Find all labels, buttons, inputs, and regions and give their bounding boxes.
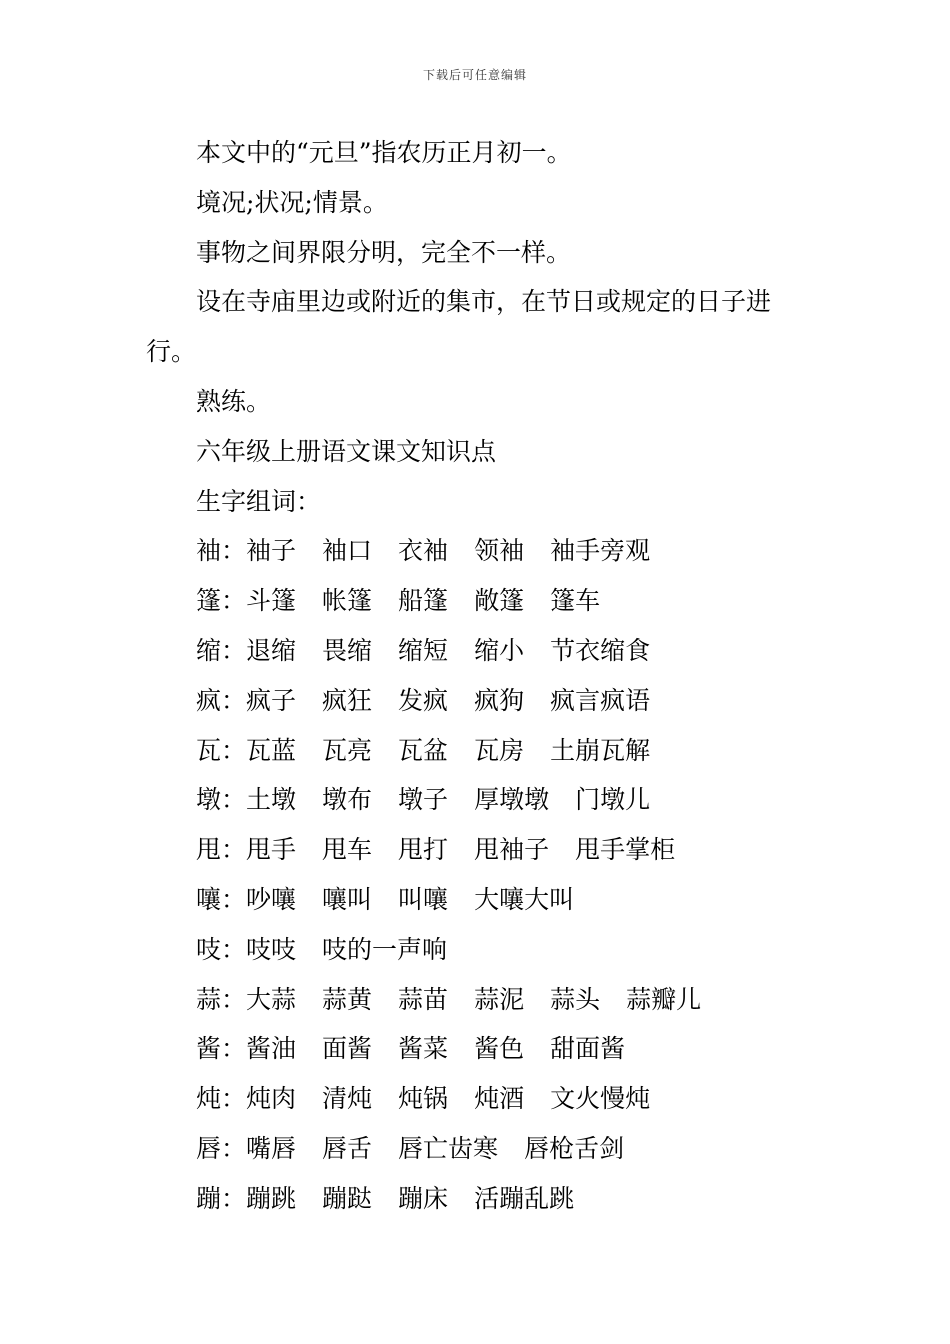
vocab-word: 唇亡齿寒	[398, 1133, 499, 1163]
vocab-word: 领袖	[474, 536, 525, 566]
vocab-word: 蹦床	[398, 1183, 449, 1213]
vocab-character: 缩：	[196, 635, 247, 665]
vocab-word: 嚷叫	[322, 884, 373, 914]
vocab-word: 酱油	[246, 1034, 297, 1064]
vocab-word: 吱吱	[246, 934, 297, 964]
vocab-word: 疯言疯语	[550, 685, 651, 715]
vocab-word: 炖肉	[246, 1084, 297, 1114]
vocab-row	[146, 726, 816, 776]
vocab-word: 蒜苗	[398, 984, 449, 1014]
vocab-word: 瓦亮	[322, 735, 373, 765]
vocab-row	[146, 1124, 816, 1174]
vocab-word: 甩手	[246, 835, 297, 865]
vocab-word: 唇枪舌剑	[524, 1133, 625, 1163]
vocab-word: 蒜泥	[474, 984, 525, 1014]
vocab-word: 瓦盆	[398, 735, 449, 765]
vocab-character: 蒜：	[196, 984, 247, 1014]
vocab-row	[146, 676, 816, 726]
vocab-word: 船篷	[398, 586, 449, 616]
vocab-character: 疯：	[196, 685, 247, 715]
vocab-row	[146, 875, 816, 925]
vocab-word: 文火慢炖	[550, 1084, 651, 1114]
vocab-word: 节衣缩食	[550, 635, 651, 665]
vocab-character: 唇：	[196, 1133, 247, 1163]
paragraph-shulian: 熟练。	[196, 386, 272, 416]
vocab-word: 缩短	[398, 635, 449, 665]
vocab-row	[146, 925, 816, 975]
vocab-word: 土崩瓦解	[550, 735, 651, 765]
vocab-row	[146, 975, 816, 1025]
vocab-word: 甜面酱	[550, 1034, 626, 1064]
vocab-character: 袖：	[196, 536, 247, 566]
vocab-character: 篷：	[196, 586, 247, 616]
vocab-word: 吱的一声响	[322, 934, 448, 964]
vocab-word: 发疯	[398, 685, 449, 715]
vocab-word: 疯狗	[474, 685, 525, 715]
vocab-word: 甩车	[322, 835, 373, 865]
vocab-word: 蹦跳	[246, 1183, 297, 1213]
vocab-word: 畏缩	[322, 635, 373, 665]
vocab-word: 帐篷	[322, 586, 373, 616]
vocab-word: 退缩	[246, 635, 297, 665]
vocab-word: 面酱	[322, 1034, 373, 1064]
vocab-word: 瓦房	[474, 735, 525, 765]
vocab-word: 叫嚷	[398, 884, 449, 914]
vocab-word: 袖口	[322, 536, 373, 566]
vocab-word: 炖酒	[474, 1084, 525, 1114]
section-title: 六年级上册语文课文知识点	[196, 436, 497, 466]
vocab-word: 袖手旁观	[550, 536, 651, 566]
vocab-row	[146, 825, 816, 875]
vocab-word: 大嚷大叫	[474, 884, 575, 914]
vocab-word: 袖子	[246, 536, 297, 566]
vocab-word: 甩打	[398, 835, 449, 865]
vocab-word: 土墩	[246, 785, 297, 815]
vocab-word: 炖锅	[398, 1084, 449, 1114]
vocab-row	[146, 1174, 816, 1224]
vocab-word: 甩袖子	[474, 835, 550, 865]
paragraph-jingkuang: 境况;状况;情景。	[196, 187, 388, 217]
paragraph-jiexian: 事物之间界限分明，完全不一样。	[196, 237, 572, 267]
vocab-row	[146, 576, 816, 626]
vocab-word: 甩手掌柜	[575, 835, 676, 865]
vocab-word: 斗篷	[246, 586, 297, 616]
vocab-word: 活蹦乱跳	[474, 1183, 575, 1213]
vocab-row	[146, 626, 816, 676]
document-body	[146, 128, 816, 1224]
paragraph-yuandan: 本文中的“元旦”指农历正月初一。	[196, 138, 572, 167]
vocab-word: 嘴唇	[246, 1133, 297, 1163]
vocab-word: 大蒜	[246, 984, 297, 1014]
vocab-word: 敞篷	[474, 586, 525, 616]
vocab-word: 厚墩墩	[474, 785, 550, 815]
vocab-word: 墩布	[322, 785, 373, 815]
vocab-word: 门墩儿	[575, 785, 651, 815]
vocab-word: 瓦蓝	[246, 735, 297, 765]
vocab-character: 蹦：	[196, 1183, 247, 1213]
vocab-word: 篷车	[550, 586, 601, 616]
vocab-word: 蹦跶	[322, 1183, 373, 1213]
vocab-character: 瓦：	[196, 735, 247, 765]
vocab-character: 嚷：	[196, 884, 247, 914]
vocab-word: 疯子	[246, 685, 297, 715]
vocab-word: 蒜头	[550, 984, 601, 1014]
vocab-row	[146, 526, 816, 576]
vocab-character: 吱：	[196, 934, 247, 964]
vocab-word: 唇舌	[322, 1133, 373, 1163]
vocab-character: 炖：	[196, 1084, 247, 1114]
vocab-word: 缩小	[474, 635, 525, 665]
vocab-character: 酱：	[196, 1034, 247, 1064]
vocab-word: 吵嚷	[246, 884, 297, 914]
vocab-list	[146, 526, 816, 1223]
page-header: 下载后可任意编辑	[422, 68, 527, 82]
vocab-character: 墩：	[196, 785, 247, 815]
paragraph-miaohui: 设在寺庙里边或附近的集市，在节日或规定的日子进行。	[146, 287, 772, 367]
subsection-title: 生字组词：	[196, 486, 322, 516]
vocab-word: 酱菜	[398, 1034, 449, 1064]
vocab-word: 衣袖	[398, 536, 449, 566]
vocab-word: 清炖	[322, 1084, 373, 1114]
vocab-character: 甩：	[196, 835, 247, 865]
vocab-row	[146, 1024, 816, 1074]
vocab-row	[146, 775, 816, 825]
vocab-row	[146, 1074, 816, 1124]
vocab-word: 蒜瓣儿	[626, 984, 702, 1014]
vocab-word: 墩子	[398, 785, 449, 815]
vocab-word: 酱色	[474, 1034, 525, 1064]
vocab-word: 蒜黄	[322, 984, 373, 1014]
vocab-word: 疯狂	[322, 685, 373, 715]
